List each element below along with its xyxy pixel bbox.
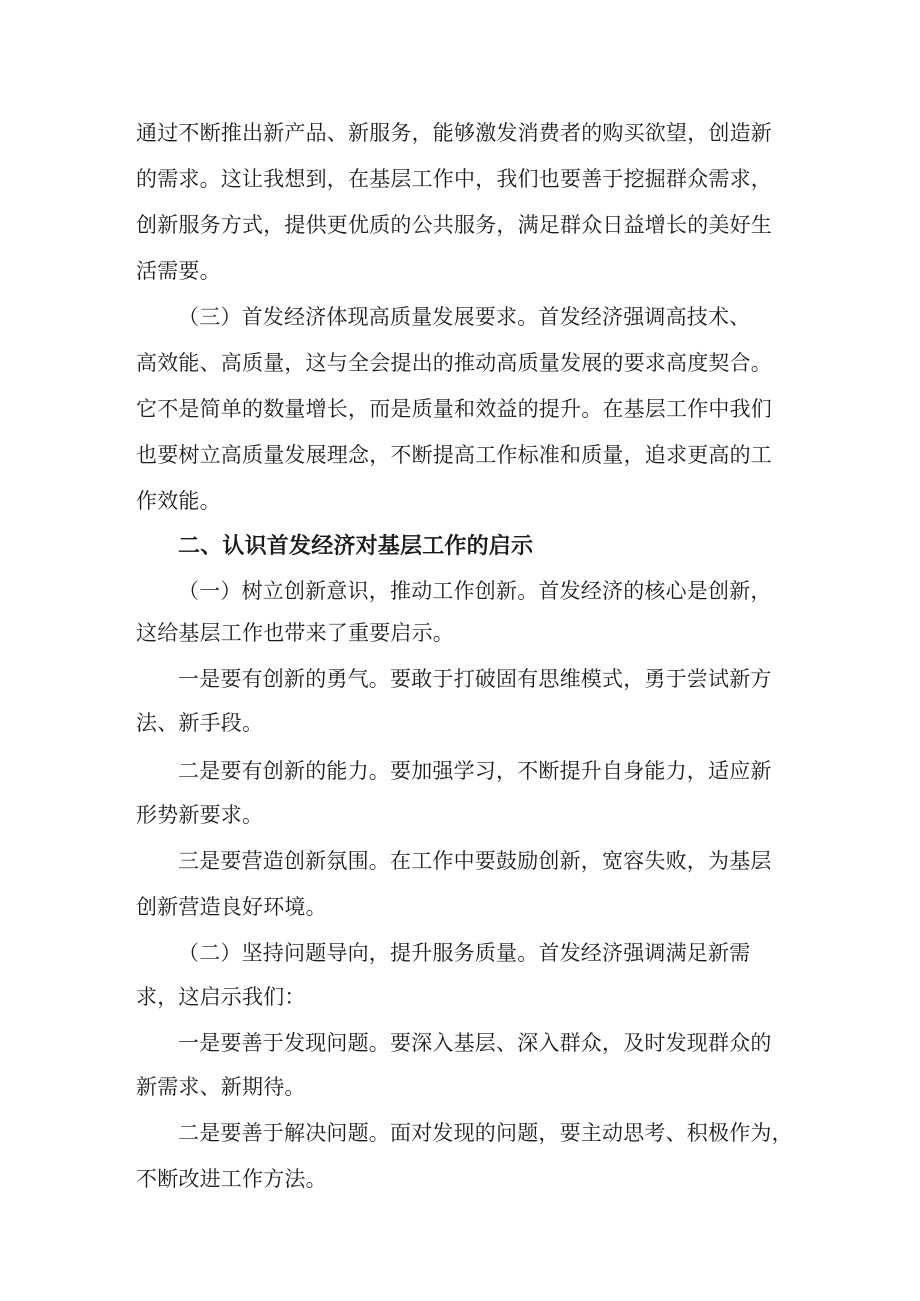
- paragraph-line: 创新营造良好环境。: [136, 895, 327, 919]
- paragraph-line: 通过不断推出新产品、新服务，能够激发消费者的购买欲望，创造新: [136, 121, 772, 145]
- paragraph-line: 高效能、高质量，这与全会提出的推动高质量发展的要求高度契合。: [136, 351, 772, 375]
- paragraph-line: 法、新手段。: [136, 711, 264, 735]
- paragraph-line: 形势新要求。: [136, 803, 264, 827]
- paragraph-line: 这给基层工作也带来了重要启示。: [136, 621, 454, 645]
- paragraph-line: （一）树立创新意识，推动工作创新。首发经济的核心是创新，: [178, 579, 772, 603]
- paragraph-line: （三）首发经济体现高质量发展要求。首发经济强调高技术、: [178, 305, 751, 329]
- paragraph-line: 的需求。这让我想到，在基层工作中，我们也要善于挖掘群众需求，: [136, 167, 772, 191]
- paragraph-line: 二是要善于解决问题。面对发现的问题，要主动思考、积极作为，: [178, 1121, 793, 1145]
- paragraph-line: 一是要有创新的勇气。要敢于打破固有思维模式，勇于尝试新方: [178, 667, 772, 691]
- paragraph-line: 创新服务方式，提供更优质的公共服务，满足群众日益增长的美好生: [136, 213, 772, 237]
- paragraph-line: 三是要营造创新氛围。在工作中要鼓励创新，宽容失败，为基层: [178, 849, 772, 873]
- paragraph-line: 它不是简单的数量增长，而是质量和效益的提升。在基层工作中我们: [136, 397, 772, 421]
- section-heading: 二、认识首发经济对基层工作的启示: [178, 534, 534, 559]
- paragraph-line: 作效能。: [136, 489, 221, 513]
- paragraph-line: 一是要善于发现问题。要深入基层、深入群众，及时发现群众的: [178, 1031, 772, 1055]
- paragraph-line: （二）坚持问题导向，提升服务质量。首发经济强调满足新需: [178, 941, 751, 965]
- paragraph-line: 新需求、新期待。: [136, 1075, 306, 1099]
- paragraph-line: 求，这启示我们：: [136, 985, 306, 1009]
- paragraph-line: 二是要有创新的能力。要加强学习，不断提升自身能力，适应新: [178, 759, 772, 783]
- paragraph-line: 活需要。: [136, 259, 221, 283]
- paragraph-line: 也要树立高质量发展理念，不断提高工作标准和质量，追求更高的工: [136, 443, 772, 467]
- paragraph-line: 不断改进工作方法。: [136, 1167, 327, 1191]
